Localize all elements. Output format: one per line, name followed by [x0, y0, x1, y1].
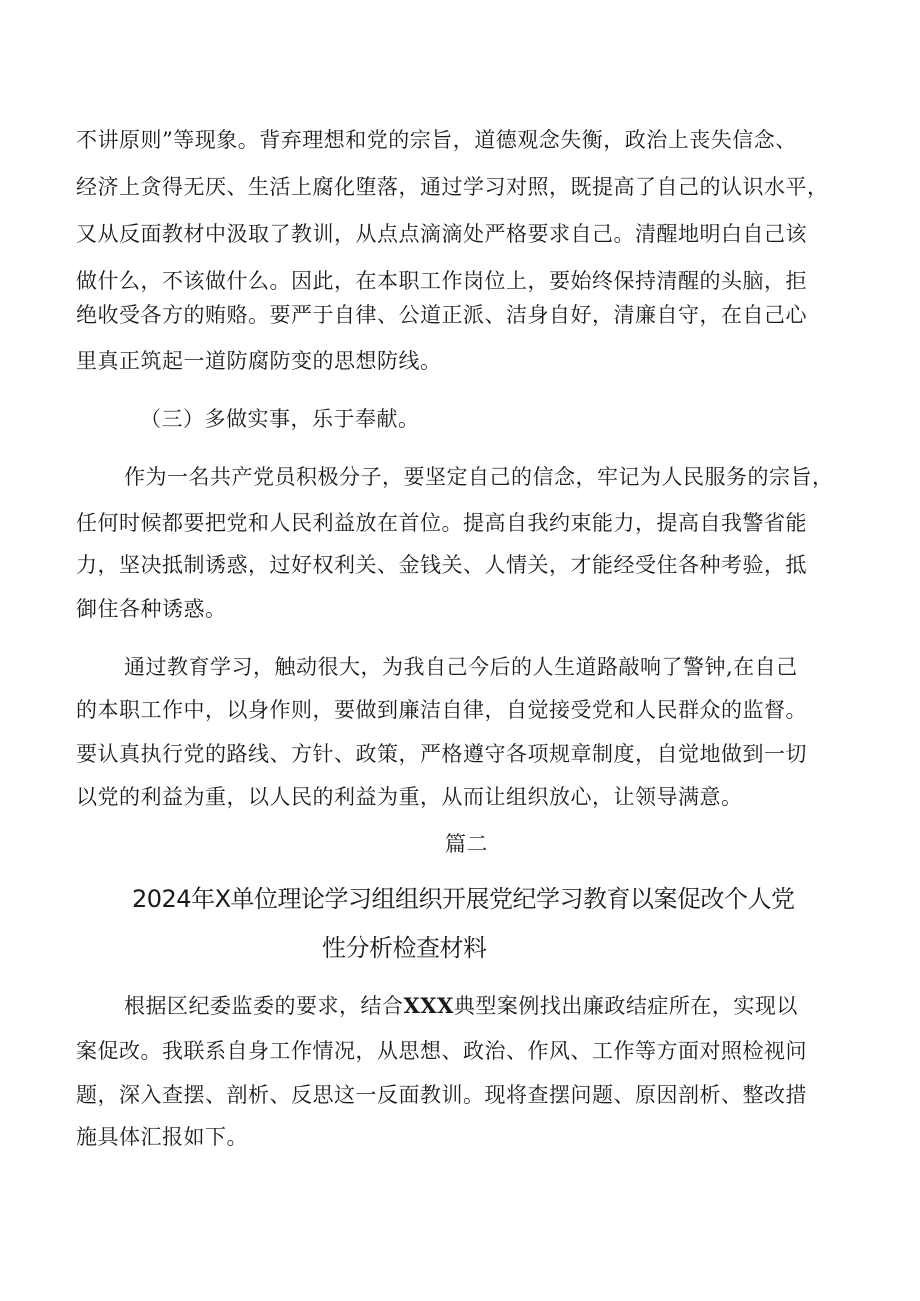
paragraph-line: 任何时候都要把党和人民利益放在首位。提高自我约束能力，提高自我警省能 [76, 511, 807, 535]
case-placeholder: XXX [403, 993, 454, 1018]
document-title: 2024年X单位理论学习组组织开展党纪学习教育以案促改个人党 [132, 885, 795, 913]
paragraph-line: 要认真执行党的路线、方针、政策，严格遵守各项规章制度，自觉地做到一切 [76, 742, 807, 766]
paragraph-line: 做什么，不该做什么。因此，在本职工作岗位上，要始终保持清醒的头脑，拒 [76, 269, 807, 293]
paragraph-line: 案促改。我联系自身工作情况，从思想、政治、作风、工作等方面对照检视问 [76, 1039, 807, 1063]
section-label: 篇二 [445, 832, 488, 856]
paragraph-line: 力，坚决抵制诱惑，过好权利关、金钱关、人情关，才能经受住各种考验，抵 [76, 553, 807, 577]
paragraph-line: 绝收受各方的贿赂。要严于自律、公道正派、洁身自好，清廉自守，在自己心 [76, 303, 807, 327]
intro-text: 根据区纪委监委的要求，结合 [124, 994, 404, 1018]
intro-text: 典型案例找出廉政结症所在，实现以 [453, 994, 798, 1018]
paragraph-line: 又从反面教材中汲取了教训，从点点滴滴处严格要求自己。清醒地明白自己该 [76, 222, 807, 246]
paragraph-line: 施具体汇报如下。 [76, 1125, 248, 1149]
paragraph-line: 通过教育学习，触动很大，为我自己今后的人生道路敲响了警钟,在自己 [124, 655, 798, 679]
paragraph-line: 以党的利益为重，以人民的利益为重，从而让组织放心，让领导满意。 [76, 785, 743, 809]
paragraph-line: 不讲原则”等现象。背弃理想和党的宗旨，道德观念失衡，政治上丧失信念、 [76, 128, 797, 152]
paragraph-line: 经济上贪得无厌、生活上腐化堕落，通过学习对照，既提高了自己的认识水平， [76, 175, 829, 199]
paragraph-line [124, 991, 798, 1021]
paragraph-line: 的本职工作中，以身作则，要做到廉洁自律，自觉接受党和人民群众的监督。 [76, 698, 807, 722]
paragraph-line: 里真正筑起一道防腐防变的思想防线。 [76, 349, 442, 373]
subheading: （三）多做实事，乐于奉献。 [140, 407, 420, 431]
paragraph-line: 作为一名共产党员积极分子，要坚定自己的信念，牢记为人民服务的宗旨， [124, 465, 834, 489]
paragraph-line: 御住各种诱惑。 [76, 597, 227, 621]
paragraph-line: 题，深入查摆、剖析、反思这一反面教训。现将查摆问题、原因剖析、整改措 [76, 1083, 807, 1107]
document-title-continued: 性分析检查材料 [322, 934, 487, 962]
